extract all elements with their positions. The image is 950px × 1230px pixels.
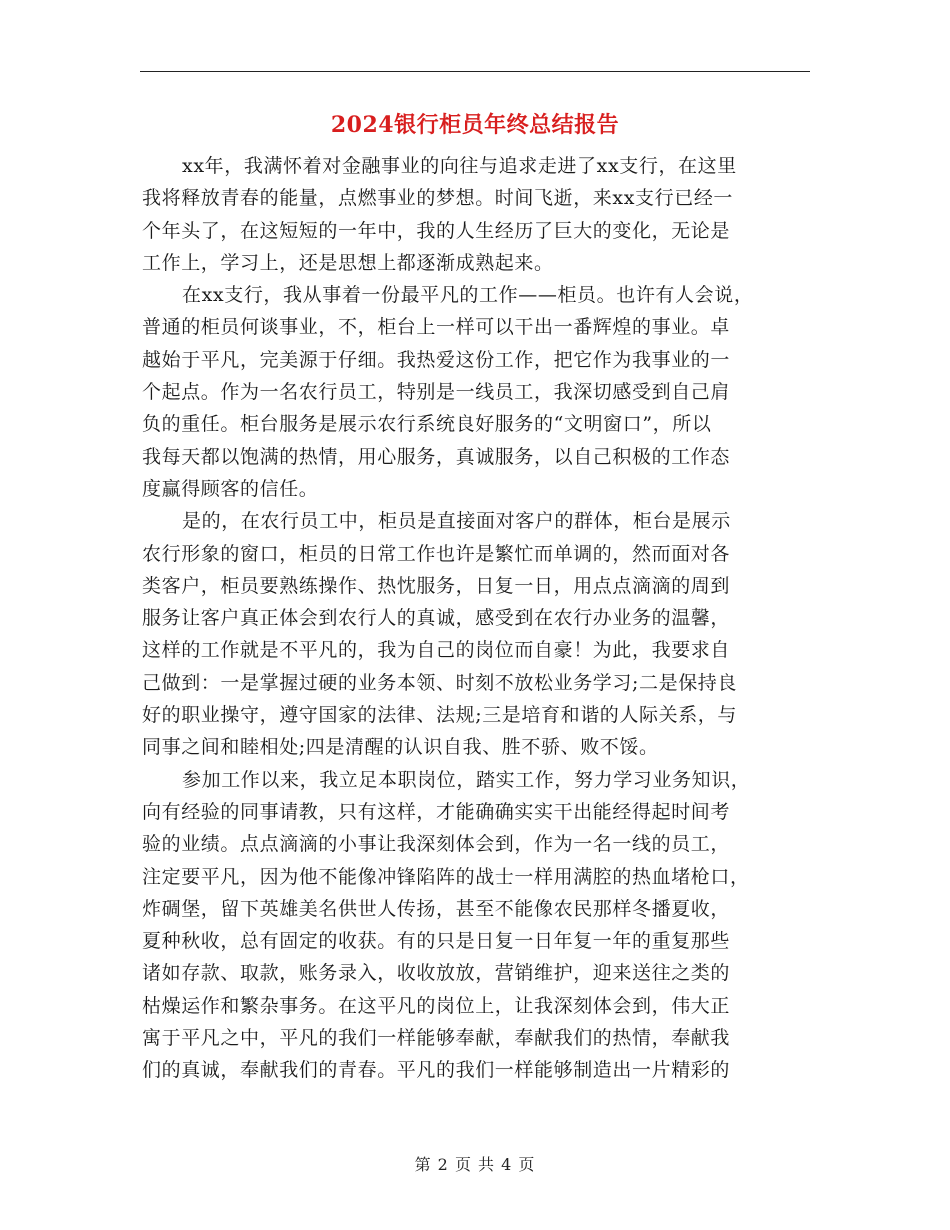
text-line: 枯燥运作和繁杂事务。在这平凡的岗位上，让我深刻体会到，伟大正 — [142, 994, 731, 1017]
text-line: 们的真诚，奉献我们的青春。平凡的我们一样能够制造出一片精彩的 — [142, 1059, 731, 1082]
text-line: 个年头了，在这短短的一年中，我的人生经历了巨大的变化，无论是 — [142, 219, 731, 242]
document-body — [142, 150, 812, 1087]
text-line: 己做到：一是掌握过硬的业务本领、时刻不放松业务学习;二是保持良 — [142, 671, 738, 694]
text-line: 诸如存款、取款，账务录入，收收放放，营销维护，迎来送往之类的 — [142, 962, 731, 985]
text-line: 验的业绩。点点滴滴的小事让我深刻体会到，作为一名一线的员工， — [142, 833, 731, 856]
text-line: 度赢得顾客的信任。 — [142, 477, 319, 500]
text-line: 越始于平凡，完美源于仔细。我热爱这份工作，把它作为我事业的一 — [142, 348, 731, 371]
text-line: 类客户，柜员要熟练操作、热忱服务，日复一日，用点点滴滴的周到 — [142, 574, 731, 597]
text-line: 参加工作以来，我立足本职岗位，踏实工作，努力学习业务知识， — [182, 768, 751, 791]
text-line: 寓于平凡之中，平凡的我们一样能够奉献，奉献我们的热情，奉献我 — [142, 1027, 731, 1050]
text-line: xx年，我满怀着对金融事业的向往与追求走进了xx支行，在这里 — [182, 155, 737, 177]
text-line: 我将释放青春的能量，点燃事业的梦想。时间飞逝，来xx支行已经一 — [142, 187, 734, 210]
text-line: 夏种秋收，总有固定的收获。有的只是日复一日年复一年的重复那些 — [142, 930, 731, 953]
text-line: 工作上，学习上，还是思想上都逐渐成熟起来。 — [142, 251, 554, 274]
text-line: 农行形象的窗口，柜员的日常工作也许是繁忙而单调的，然而面对各 — [142, 542, 731, 565]
text-line: 炸碉堡，留下英雄美名供世人传扬，甚至不能像农民那样冬播夏收， — [142, 897, 731, 920]
document-title: 2024银行柜员年终总结报告 — [330, 112, 620, 138]
page-number: 第 2 页 共 4 页 — [414, 1155, 536, 1174]
text-line: 个起点。作为一名农行员工，特别是一线员工，我深切感受到自己肩 — [142, 381, 731, 404]
text-line: 普通的柜员何谈事业，不，柜台上一样可以干出一番辉煌的事业。卓 — [142, 316, 731, 339]
text-line: 在xx支行，我从事着一份最平凡的工作——柜员。也许有人会说， — [182, 284, 754, 307]
text-line: 向有经验的同事请教，只有这样，才能确确实实干出能经得起时间考 — [142, 800, 731, 823]
text-line: 我每天都以饱满的热情，用心服务，真诚服务，以自己积极的工作态 — [142, 445, 731, 468]
text-line: 好的职业操守，遵守国家的法律、法规;三是培育和谐的人际关系，与 — [142, 704, 738, 727]
text-line: 负的重任。柜台服务是展示农行系统良好服务的“文明窗口”，所以 — [142, 413, 712, 436]
header-rule — [140, 71, 810, 72]
text-line: 服务让客户真正体会到农行人的真诚，感受到在农行办业务的温馨， — [142, 607, 731, 630]
text-line: 这样的工作就是不平凡的，我为自己的岗位而自豪！为此，我要求自 — [142, 639, 731, 662]
text-line: 同事之间和睦相处;四是清醒的认识自我、胜不骄、败不馁。 — [142, 736, 659, 759]
text-line: 注定要平凡，因为他不能像冲锋陷阵的战士一样用满腔的热血堵枪口， — [142, 865, 750, 888]
text-line: 是的，在农行员工中，柜员是直接面对客户的群体，柜台是展示 — [182, 510, 731, 533]
